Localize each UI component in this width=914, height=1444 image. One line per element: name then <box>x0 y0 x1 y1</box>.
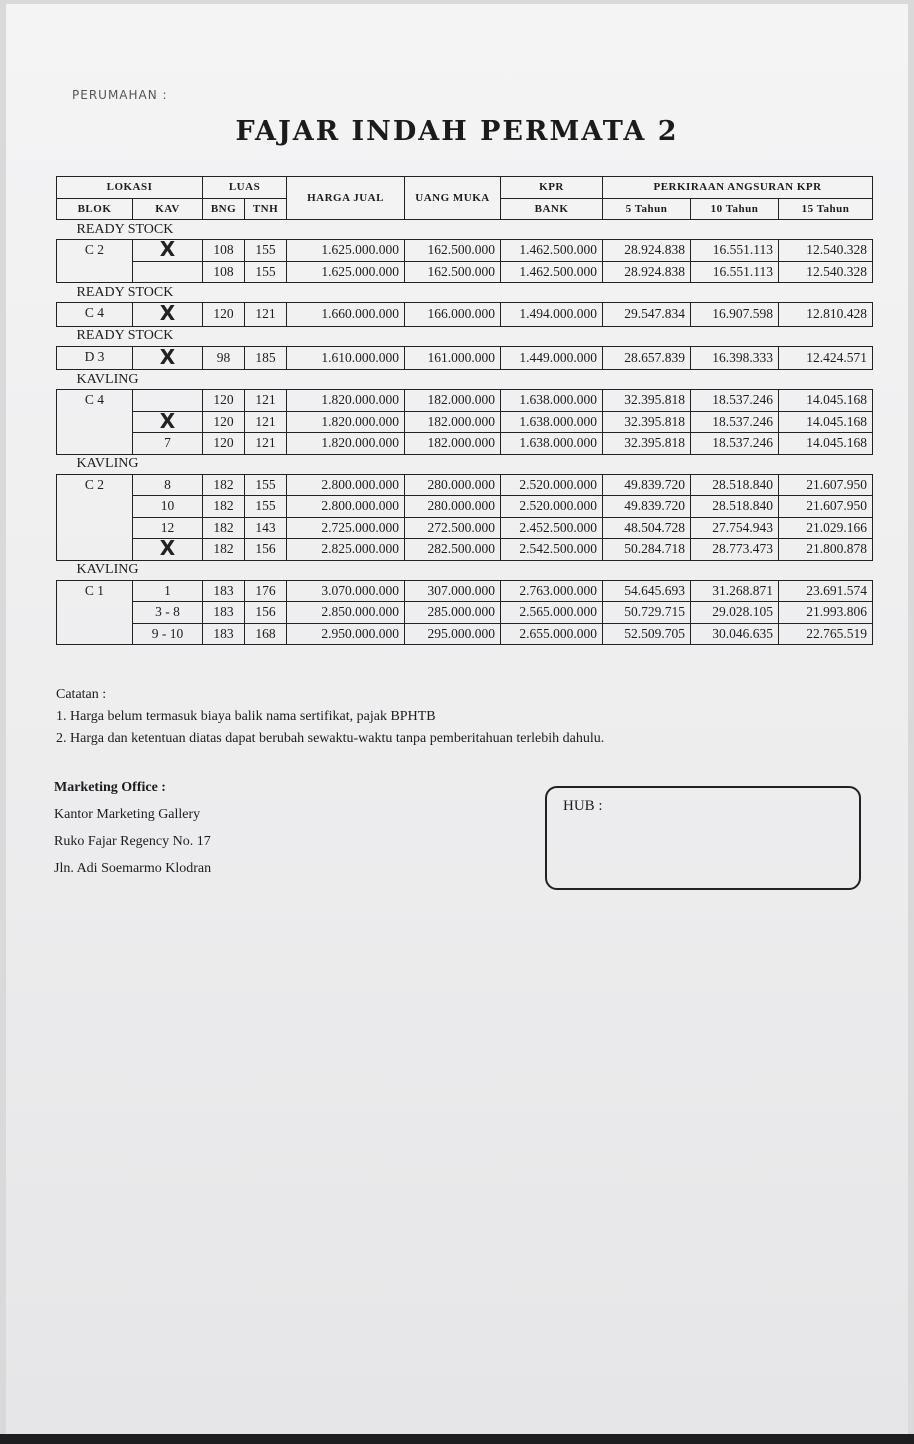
angsuran-15-tahun-cell: 12.540.328 <box>779 240 873 262</box>
tnh-cell: 168 <box>245 623 287 645</box>
page-title: FAJAR INDAH PERMATA 2 <box>235 116 679 147</box>
uang-muka-cell: 282.500.000 <box>405 539 501 561</box>
office-heading: Marketing Office : <box>54 780 166 795</box>
harga-jual-cell: 1.610.000.000 <box>287 346 405 370</box>
kav-cell <box>133 240 203 262</box>
header-blok: BLOK <box>57 198 133 220</box>
sold-x-mark: X <box>159 346 176 369</box>
kpr-bank-cell: 1.638.000.000 <box>501 390 603 412</box>
harga-jual-cell: 1.625.000.000 <box>287 240 405 262</box>
angsuran-10-tahun-cell: 28.518.840 <box>691 474 779 496</box>
blok-cell: C 4 <box>57 390 133 455</box>
kpr-bank-cell: 2.520.000.000 <box>501 496 603 518</box>
header-harga-jual: HARGA JUAL <box>287 177 405 220</box>
angsuran-10-tahun-cell: 16.551.113 <box>691 240 779 262</box>
header-bng: BNG <box>203 198 245 220</box>
angsuran-15-tahun-cell: 14.045.168 <box>779 411 873 433</box>
kpr-bank-cell: 1.462.500.000 <box>501 240 603 262</box>
note-item: 2. Harga dan ketentuan diatas dapat berubah sewaktu-waktu tanpa pemberitahuan terlebih dahulu. <box>56 731 605 746</box>
table-row <box>57 240 873 262</box>
bng-cell: 183 <box>203 623 245 645</box>
uang-muka-cell: 182.000.000 <box>405 433 501 455</box>
angsuran-15-tahun-cell: 21.607.950 <box>779 496 873 518</box>
uang-muka-cell: 162.500.000 <box>405 240 501 262</box>
table-row <box>57 303 873 327</box>
tnh-cell: 156 <box>245 539 287 561</box>
angsuran-15-tahun-cell: 21.029.166 <box>779 517 873 539</box>
sold-x-mark: X <box>159 538 176 560</box>
kpr-bank-cell: 2.452.500.000 <box>501 517 603 539</box>
tnh-cell: 121 <box>245 411 287 433</box>
tnh-cell: 155 <box>245 496 287 518</box>
tnh-cell: 155 <box>245 240 287 262</box>
tnh-cell: 155 <box>245 261 287 283</box>
header-uang-muka: UANG MUKA <box>405 177 501 220</box>
bottom-edge <box>0 1434 914 1444</box>
angsuran-5-tahun-cell: 48.504.728 <box>603 517 691 539</box>
harga-jual-cell: 3.070.000.000 <box>287 580 405 602</box>
angsuran-5-tahun-cell: 32.395.818 <box>603 390 691 412</box>
angsuran-5-tahun-cell: 28.924.838 <box>603 261 691 283</box>
header-5-tahun: 5 Tahun <box>603 198 691 220</box>
harga-jual-cell: 1.820.000.000 <box>287 433 405 455</box>
kpr-bank-cell: 1.638.000.000 <box>501 433 603 455</box>
uang-muka-cell: 295.000.000 <box>405 623 501 645</box>
header-15-tahun: 15 Tahun <box>779 198 873 220</box>
bng-cell: 120 <box>203 390 245 412</box>
marketing-office <box>54 774 211 882</box>
table-row <box>57 539 873 561</box>
table-row <box>57 261 873 283</box>
section-label: KAVLING <box>57 454 873 474</box>
angsuran-15-tahun-cell: 21.800.878 <box>779 539 873 561</box>
bng-cell: 182 <box>203 474 245 496</box>
bng-cell: 120 <box>203 433 245 455</box>
bng-cell: 120 <box>203 303 245 327</box>
section-row <box>57 454 873 474</box>
price-table <box>56 176 873 645</box>
notes-heading: Catatan : <box>56 687 107 702</box>
office-line: Kantor Marketing Gallery <box>54 807 201 822</box>
uang-muka-cell: 166.000.000 <box>405 303 501 327</box>
header-kav: KAV <box>133 198 203 220</box>
angsuran-5-tahun-cell: 50.729.715 <box>603 602 691 624</box>
bng-cell: 183 <box>203 602 245 624</box>
uang-muka-cell: 182.000.000 <box>405 411 501 433</box>
angsuran-10-tahun-cell: 16.551.113 <box>691 261 779 283</box>
table-row <box>57 390 873 412</box>
blok-cell: C 1 <box>57 580 133 645</box>
table-row <box>57 580 873 602</box>
section-label: READY STOCK <box>57 220 873 240</box>
table-row <box>57 623 873 645</box>
harga-jual-cell: 2.950.000.000 <box>287 623 405 645</box>
kav-cell <box>133 390 203 412</box>
bng-cell: 182 <box>203 496 245 518</box>
note-item: 1. Harga belum termasuk biaya balik nama sertifikat, pajak BPHTB <box>56 709 436 724</box>
angsuran-15-tahun-cell: 12.810.428 <box>779 303 873 327</box>
kpr-bank-cell: 2.763.000.000 <box>501 580 603 602</box>
tnh-cell: 121 <box>245 433 287 455</box>
office-line: Jln. Adi Soemarmo Klodran <box>54 861 212 876</box>
uang-muka-cell: 285.000.000 <box>405 602 501 624</box>
angsuran-5-tahun-cell: 49.839.720 <box>603 496 691 518</box>
bng-cell: 108 <box>203 261 245 283</box>
angsuran-10-tahun-cell: 29.028.105 <box>691 602 779 624</box>
header-luas: LUAS <box>203 177 287 199</box>
sold-x-mark: X <box>159 239 176 261</box>
table-row <box>57 496 873 518</box>
angsuran-10-tahun-cell: 18.537.246 <box>691 390 779 412</box>
uang-muka-cell: 307.000.000 <box>405 580 501 602</box>
bng-cell: 108 <box>203 240 245 262</box>
angsuran-10-tahun-cell: 18.537.246 <box>691 433 779 455</box>
blok-cell: C 4 <box>57 303 133 327</box>
angsuran-15-tahun-cell: 22.765.519 <box>779 623 873 645</box>
kav-cell <box>133 261 203 283</box>
angsuran-5-tahun-cell: 50.284.718 <box>603 539 691 561</box>
blok-cell: C 2 <box>57 240 133 283</box>
kav-cell: 8 <box>133 474 203 496</box>
table-body <box>57 220 873 645</box>
harga-jual-cell: 1.820.000.000 <box>287 411 405 433</box>
angsuran-10-tahun-cell: 18.537.246 <box>691 411 779 433</box>
angsuran-5-tahun-cell: 54.645.693 <box>603 580 691 602</box>
blok-cell: D 3 <box>57 346 133 370</box>
angsuran-5-tahun-cell: 49.839.720 <box>603 474 691 496</box>
tnh-cell: 185 <box>245 346 287 370</box>
kav-cell: 12 <box>133 517 203 539</box>
header-10-tahun: 10 Tahun <box>691 198 779 220</box>
kav-cell <box>133 303 203 327</box>
tnh-cell: 156 <box>245 602 287 624</box>
angsuran-10-tahun-cell: 16.907.598 <box>691 303 779 327</box>
uang-muka-cell: 162.500.000 <box>405 261 501 283</box>
angsuran-5-tahun-cell: 28.924.838 <box>603 240 691 262</box>
bng-cell: 182 <box>203 539 245 561</box>
kav-cell: 3 - 8 <box>133 602 203 624</box>
kav-cell <box>133 346 203 370</box>
tnh-cell: 143 <box>245 517 287 539</box>
section-label: READY STOCK <box>57 326 873 346</box>
sold-x-mark: X <box>159 411 176 433</box>
angsuran-15-tahun-cell: 14.045.168 <box>779 433 873 455</box>
uang-muka-cell: 280.000.000 <box>405 496 501 518</box>
perumahan-label: PERUMAHAN : <box>72 88 168 102</box>
angsuran-15-tahun-cell: 12.540.328 <box>779 261 873 283</box>
uang-muka-cell: 182.000.000 <box>405 390 501 412</box>
office-line: Ruko Fajar Regency No. 17 <box>54 834 211 849</box>
angsuran-5-tahun-cell: 29.547.834 <box>603 303 691 327</box>
header-lokasi: LOKASI <box>57 177 203 199</box>
kav-cell: 7 <box>133 433 203 455</box>
angsuran-5-tahun-cell: 28.657.839 <box>603 346 691 370</box>
tnh-cell: 176 <box>245 580 287 602</box>
tnh-cell: 121 <box>245 303 287 327</box>
harga-jual-cell: 2.850.000.000 <box>287 602 405 624</box>
table-row <box>57 433 873 455</box>
table-row <box>57 411 873 433</box>
kav-cell: 1 <box>133 580 203 602</box>
harga-jual-cell: 2.825.000.000 <box>287 539 405 561</box>
section-label: READY STOCK <box>57 283 873 303</box>
section-row <box>57 370 873 390</box>
kpr-bank-cell: 2.520.000.000 <box>501 474 603 496</box>
angsuran-10-tahun-cell: 28.773.473 <box>691 539 779 561</box>
harga-jual-cell: 2.800.000.000 <box>287 496 405 518</box>
angsuran-5-tahun-cell: 32.395.818 <box>603 411 691 433</box>
bng-cell: 120 <box>203 411 245 433</box>
angsuran-10-tahun-cell: 27.754.943 <box>691 517 779 539</box>
header-angsuran: PERKIRAAN ANGSURAN KPR <box>603 177 873 199</box>
angsuran-15-tahun-cell: 12.424.571 <box>779 346 873 370</box>
angsuran-15-tahun-cell: 23.691.574 <box>779 580 873 602</box>
angsuran-15-tahun-cell: 21.993.806 <box>779 602 873 624</box>
kav-cell <box>133 411 203 433</box>
harga-jual-cell: 1.660.000.000 <box>287 303 405 327</box>
kpr-bank-cell: 2.655.000.000 <box>501 623 603 645</box>
bng-cell: 183 <box>203 580 245 602</box>
uang-muka-cell: 161.000.000 <box>405 346 501 370</box>
uang-muka-cell: 272.500.000 <box>405 517 501 539</box>
section-row <box>57 560 873 580</box>
kpr-bank-cell: 1.462.500.000 <box>501 261 603 283</box>
angsuran-10-tahun-cell: 31.268.871 <box>691 580 779 602</box>
table-row <box>57 346 873 370</box>
uang-muka-cell: 280.000.000 <box>405 474 501 496</box>
section-row <box>57 326 873 346</box>
notes <box>56 684 604 750</box>
hub-contact-box <box>545 786 861 890</box>
angsuran-5-tahun-cell: 32.395.818 <box>603 433 691 455</box>
kpr-bank-cell: 2.565.000.000 <box>501 602 603 624</box>
tnh-cell: 121 <box>245 390 287 412</box>
angsuran-15-tahun-cell: 14.045.168 <box>779 390 873 412</box>
blok-cell: C 2 <box>57 474 133 560</box>
table-row <box>57 602 873 624</box>
kpr-bank-cell: 1.494.000.000 <box>501 303 603 327</box>
bng-cell: 98 <box>203 346 245 370</box>
kav-cell: 9 - 10 <box>133 623 203 645</box>
angsuran-10-tahun-cell: 28.518.840 <box>691 496 779 518</box>
table-row <box>57 474 873 496</box>
kpr-bank-cell: 2.542.500.000 <box>501 539 603 561</box>
bng-cell: 182 <box>203 517 245 539</box>
table-row <box>57 517 873 539</box>
header-bank: BANK <box>501 198 603 220</box>
sold-x-mark: X <box>159 302 176 326</box>
section-label: KAVLING <box>57 370 873 390</box>
section-row <box>57 283 873 303</box>
harga-jual-cell: 2.725.000.000 <box>287 517 405 539</box>
angsuran-10-tahun-cell: 16.398.333 <box>691 346 779 370</box>
kpr-bank-cell: 1.449.000.000 <box>501 346 603 370</box>
header-tnh: TNH <box>245 198 287 220</box>
angsuran-10-tahun-cell: 30.046.635 <box>691 623 779 645</box>
kpr-bank-cell: 1.638.000.000 <box>501 411 603 433</box>
header-kpr: KPR <box>501 177 603 199</box>
kav-cell: 10 <box>133 496 203 518</box>
harga-jual-cell: 1.625.000.000 <box>287 261 405 283</box>
harga-jual-cell: 2.800.000.000 <box>287 474 405 496</box>
tnh-cell: 155 <box>245 474 287 496</box>
section-label: KAVLING <box>57 560 873 580</box>
harga-jual-cell: 1.820.000.000 <box>287 390 405 412</box>
kav-cell <box>133 539 203 561</box>
section-row <box>57 220 873 240</box>
hub-label: HUB : <box>563 798 603 814</box>
angsuran-15-tahun-cell: 21.607.950 <box>779 474 873 496</box>
angsuran-5-tahun-cell: 52.509.705 <box>603 623 691 645</box>
